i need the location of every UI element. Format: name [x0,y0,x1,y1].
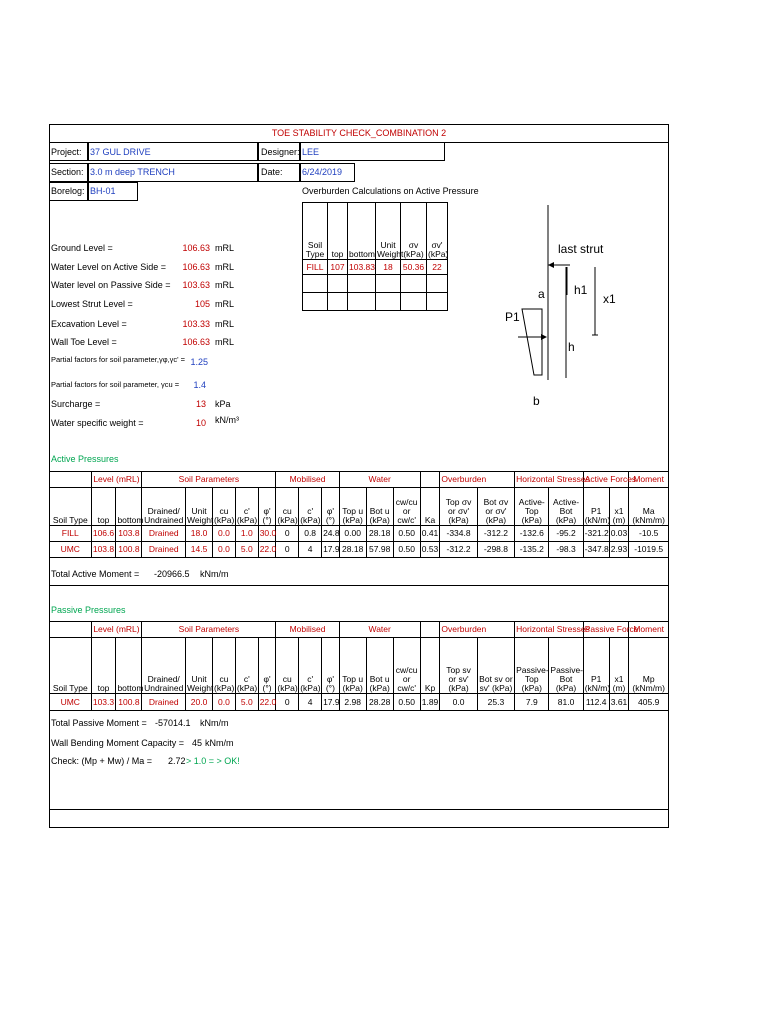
active-group-row [50,472,669,488]
group-level: Level (mRL) [91,622,142,638]
param-unit: mRL [215,337,235,347]
designer-label: Designer: [261,147,300,157]
passive-title: Passive Pressures [51,605,126,615]
column-header: c' (kPa) [235,488,258,526]
ob-h-svp: σv' (kPa) [427,203,448,260]
table-cell: 17.9 [322,542,340,558]
h-label: h [568,340,575,354]
table-cell: 0.53 [420,542,440,558]
table-cell: -10.5 [629,526,669,542]
group-horizontal: Horizontal Stresses [515,472,584,488]
date-value: 6/24/2019 [302,167,343,177]
sheet-title: TOE STABILITY CHECK_COMBINATION 2 [271,128,447,138]
table-cell: -95.2 [549,526,583,542]
column-header: Soil Type [50,638,92,694]
passive-group-row [50,622,669,638]
table-cell: 20.0 [186,694,213,711]
table-cell: 18.0 [186,526,213,542]
b-label: b [533,394,540,408]
partial-factor-1-value: 1.25 [190,357,208,367]
column-header: top [91,488,116,526]
table-cell: 0.00 [339,526,366,542]
total-passive-value: -57014.1 [155,718,191,728]
table-cell: 3.61 [609,694,629,711]
ob-h-sv: σv (kPa) [401,203,427,260]
table-cell: 0.0 [440,694,477,711]
partial-factor-2-label: Partial factors for soil parameter, γcu = [51,380,180,389]
param-unit: mRL [215,319,235,329]
total-passive-unit: kNm/m [200,718,229,728]
check-value: 2.72 [168,756,186,766]
table-cell: 0.0 [213,694,236,711]
column-header: φ' (°) [322,638,340,694]
last-strut-label: last strut [558,242,604,256]
surcharge-label: Surcharge = [51,399,101,409]
column-header: φ' (°) [258,638,276,694]
table-cell: -347.8 [583,542,609,558]
water-weight-unit: kN/m³ [215,415,239,425]
table-cell: 0.0 [213,542,236,558]
table-cell: 2.98 [339,694,366,711]
table-cell: 5.0 [235,542,258,558]
column-header: x1 (m) [609,488,629,526]
table-cell: 81.0 [549,694,583,711]
column-header: Bot u (kPa) [366,488,393,526]
group-water: Water [339,622,420,638]
group-overburden: Overburden [440,622,515,638]
p1-arrowhead [541,334,547,340]
total-passive-label: Total Passive Moment = [51,718,147,728]
column-header: bottom [116,638,142,694]
overburden-table [302,202,448,311]
table-cell: Drained [142,526,186,542]
table-cell: FILL [50,526,92,542]
ob-h-bottom: bottom [348,203,376,260]
table-cell: 0.50 [393,694,420,711]
column-header: Bot σv or σv' (kPa) [477,488,514,526]
ob-cell: 22 [427,260,448,275]
column-header: Soil Type [50,488,92,526]
h1-label: h1 [574,283,588,297]
partial-factor-2-value: 1.4 [193,380,206,390]
table-cell: 30.0 [258,526,276,542]
table-cell: 100.8 [116,542,142,558]
table-cell: UMC [50,542,92,558]
table-cell: 28.18 [366,526,393,542]
group-forces: Active Forces [583,472,629,488]
table-cell: 0 [276,526,299,542]
table-cell: Drained [142,542,186,558]
table-cell: 112.4 [583,694,609,711]
column-header: cu (kPa) [213,638,236,694]
column-header: c' (kPa) [235,638,258,694]
table-cell: -1019.5 [629,542,669,558]
param-value: 103.33 [182,319,210,329]
active-title: Active Pressures [51,454,119,464]
active-data-row [50,526,669,542]
overburden-row [303,260,448,275]
ob-cell: 50.36 [401,260,427,275]
column-header: cu (kPa) [213,488,236,526]
designer-value: LEE [302,147,320,157]
table-cell: 14.5 [186,542,213,558]
table-cell: 25.3 [477,694,514,711]
pressure-trapezoid [522,309,542,375]
column-header: Active- Top (kPa) [515,488,549,526]
column-header: c' (kPa) [299,638,322,694]
column-header: x1 (m) [609,638,629,694]
passive-data-row [50,694,669,711]
group-soil: Soil Parameters [142,472,276,488]
column-header: Top u (kPa) [339,488,366,526]
table-cell: -135.2 [515,542,549,558]
ob-cell: 18 [376,260,401,275]
passive-header-row [50,638,669,694]
ob-h-top: top [328,203,348,260]
param-label: Lowest Strut Level = [51,299,133,309]
ob-h-unit: Unit Weight [376,203,401,260]
ob-cell: FILL [303,260,328,275]
table-cell: 100.8 [116,694,142,711]
active-data-row [50,542,669,558]
column-header: P1 (kN/m) [583,638,609,694]
group-soil: Soil Parameters [142,622,276,638]
check-result: > 1.0 = > OK! [186,756,240,766]
strut-arrowhead [548,262,554,268]
table-cell: Drained [142,694,186,711]
param-unit: mRL [215,262,235,272]
column-header: Unit Weight [186,638,213,694]
group-level: Level (mRL) [91,472,142,488]
param-value: 105 [194,299,210,309]
table-cell: 0.50 [393,526,420,542]
param-unit: mRL [215,280,235,290]
water-weight-value: 10 [195,418,206,428]
column-header: c' (kPa) [299,488,322,526]
p1-label: P1 [505,310,520,324]
active-header-row [50,488,669,526]
column-header: P1 (kN/m) [583,488,609,526]
param-value: 106.63 [182,262,210,272]
wall-diagram [500,195,630,415]
total-active-label: Total Active Moment = [51,569,140,579]
table-cell: 106.6 [91,526,116,542]
group-horizontal: Horizontal Stresses [515,622,584,638]
table-cell: 0 [276,694,299,711]
table-cell: 405.9 [629,694,669,711]
column-header: Drained/ Undrained [142,638,186,694]
column-header: Top σv or σv' (kPa) [440,488,477,526]
section-label: Section: [51,167,84,177]
column-header: cu (kPa) [276,488,299,526]
table-cell: 22.0 [258,694,276,711]
total-active-value: -20966.5 [154,569,190,579]
param-label: Excavation Level = [51,319,127,329]
partial-factor-1-label: Partial factors for soil parameter,γφ,γc' = [51,355,186,364]
ob-cell: 107 [328,260,348,275]
group-overburden: Overburden [440,472,515,488]
param-label: Water Level on Active Side = [51,262,166,272]
param-unit: mRL [215,299,235,309]
table-cell: 0.8 [299,526,322,542]
group-mobilised: Mobilised [276,622,339,638]
table-cell: 103.8 [116,526,142,542]
table-cell: -321.2 [583,526,609,542]
group-moment: Moment [629,622,669,638]
column-header: Mp (kNm/m) [629,638,669,694]
active-table [49,471,669,558]
param-label: Water level on Passive Side = [51,280,171,290]
total-active-unit: kNm/m [200,569,229,579]
surcharge-unit: kPa [215,399,231,409]
table-cell: 0.41 [420,526,440,542]
column-header: Passive- Bot (kPa) [549,638,583,694]
table-cell: 103.8 [91,542,116,558]
group-moment: Moment [629,472,669,488]
table-cell: -312.2 [440,542,477,558]
column-header: Bot sv or sv' (kPa) [477,638,514,694]
table-cell: -298.8 [477,542,514,558]
column-header: Active- Bot (kPa) [549,488,583,526]
param-value: 106.63 [182,243,210,253]
x1-label: x1 [603,292,616,306]
table-cell: 28.18 [339,542,366,558]
table-cell: 1.89 [420,694,440,711]
borelog-value: BH-01 [90,186,116,196]
column-header: Ma (kNm/m) [629,488,669,526]
param-value: 103.63 [182,280,210,290]
borelog-label: Borelog: [51,186,85,196]
ob-cell: 103.83 [348,260,376,275]
table-cell: 4 [299,542,322,558]
column-header: cw/cu or cw/c' [393,488,420,526]
param-value: 106.63 [182,337,210,347]
table-cell: 17.9 [322,694,340,711]
group-forces: Passive Force [583,622,629,638]
table-cell: 5.0 [235,694,258,711]
table-cell: 22.0 [258,542,276,558]
column-header: Top sv or sv' (kPa) [440,638,477,694]
designer-value-box [300,142,445,161]
table-cell: 0 [276,542,299,558]
column-header: Passive- Top (kPa) [515,638,549,694]
overburden-header-row [303,203,448,260]
overburden-empty-row [303,275,448,293]
date-label: Date: [261,167,283,177]
param-label: Wall Toe Level = [51,337,117,347]
overburden-empty-row [303,293,448,311]
table-cell: 2.93 [609,542,629,558]
check-label: Check: (Mp + Mw) / Ma = [51,756,153,766]
table-cell: 1.0 [235,526,258,542]
overburden-title: Overburden Calculations on Active Pressure [302,186,479,196]
column-header: Drained/ Undrained [142,488,186,526]
capacity-value: 45 [191,738,202,748]
column-header: top [91,638,116,694]
capacity-label: Wall Bending Moment Capacity = [51,738,184,748]
section-value: 3.0 m deep TRENCH [90,167,175,177]
table-cell: -334.8 [440,526,477,542]
column-header: φ' (°) [258,488,276,526]
table-cell: 7.9 [515,694,549,711]
active-divider [49,585,669,586]
column-header: cw/cu or cw/c' [393,638,420,694]
column-header: φ' (°) [322,488,340,526]
column-header: Ka [420,488,440,526]
project-label: Project: [51,147,82,157]
table-cell: 103.3 [91,694,116,711]
passive-table [49,621,669,711]
group-water: Water [339,472,420,488]
column-header: Kp [420,638,440,694]
table-cell: -132.6 [515,526,549,542]
a-label: a [538,287,545,301]
surcharge-value: 13 [195,399,206,409]
table-cell: 0.03 [609,526,629,542]
table-cell: 57.98 [366,542,393,558]
table-cell: -312.2 [477,526,514,542]
capacity-unit: kNm/m [205,738,234,748]
table-cell: 28.28 [366,694,393,711]
table-cell: UMC [50,694,92,711]
table-cell: 0.50 [393,542,420,558]
table-cell: 4 [299,694,322,711]
table-cell: 0.0 [213,526,236,542]
group-mobilised: Mobilised [276,472,339,488]
column-header: Unit Weight [186,488,213,526]
ob-h-soil: Soil Type [303,203,328,260]
table-cell: -98.3 [549,542,583,558]
water-weight-label: Water specific weight = [51,418,144,428]
column-header: Bot u (kPa) [366,638,393,694]
column-header: Top u (kPa) [339,638,366,694]
table-cell: 24.8 [322,526,340,542]
column-header: bottom [116,488,142,526]
project-value: 37 GUL DRIVE [90,147,151,157]
bottom-divider [49,809,669,810]
param-unit: mRL [215,243,235,253]
param-label: Ground Level = [51,243,113,253]
column-header: cu (kPa) [276,638,299,694]
